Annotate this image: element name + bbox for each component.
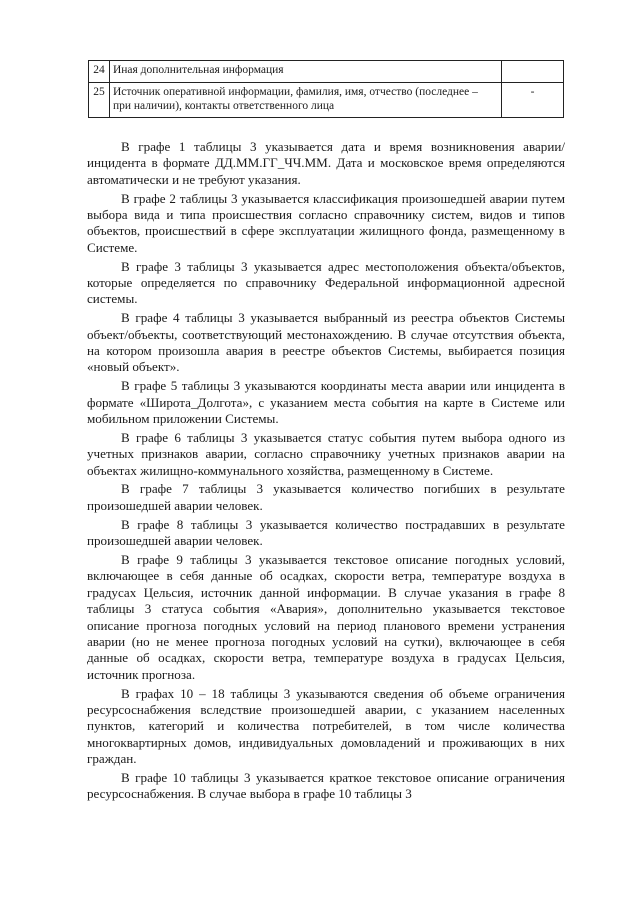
info-table	[88, 60, 564, 118]
paragraph: В графе 6 таблицы 3 указывается статус события путем выбора одного из учетных признаков аварии, согласно справочнику учетных признаков аварии на объектах жилищно-коммунального хозяйства, размещенному в Системе.	[87, 429, 565, 478]
paragraph: В графе 8 таблицы 3 указывается количество пострадавших в результате произошедшей аварии человек.	[87, 516, 565, 549]
paragraph: В графе 10 таблицы 3 указывается краткое текстовое описание ограничения ресурсоснабжения. В случае выбора в графе 10 таблицы 3	[87, 769, 565, 802]
paragraph: В графе 5 таблицы 3 указываются координаты места аварии или инцидента в формате «Широта_Долгота», с указанием места события на карте в Системе или мобильном приложении Системы.	[87, 378, 565, 427]
paragraph: В графе 2 таблицы 3 указывается классификация произошедшей аварии путем выбора вида и типа происшествия согласно справочнику систем, видов и типов объектов, происшествий в сфере эксплуатации жилищного фонда, размещенному в Системе.	[87, 190, 565, 255]
document-body	[87, 139, 565, 805]
row-value	[502, 61, 564, 83]
paragraph: В графе 7 таблицы 3 указывается количество погибших в результате произошедшей аварии человек.	[87, 481, 565, 513]
paragraph: В графе 3 таблицы 3 указывается адрес местоположения объекта/объектов, которые определяется по справочнику Федеральной информационной адресной системы.	[87, 258, 565, 307]
paragraph: В графе 1 таблицы 3 указывается дата и время возникновения аварии/инцидента в формате ДД.ММ.ГГ_ЧЧ.ММ. Дата и московское время определяются автоматически и не требуют указания.	[87, 139, 565, 187]
paragraph: В графе 4 таблицы 3 указывается выбранный из реестра объектов Системы объект/объекты, соответствующий местонахождению. В случае отсутствия объекта, на котором произошла авария в реестре объектов Системы, выбирается позиция «новый объект».	[87, 310, 565, 375]
row-number: 24	[89, 61, 110, 83]
table-row	[89, 83, 564, 118]
table-row	[89, 61, 564, 83]
paragraph: В графе 9 таблицы 3 указывается текстовое описание погодных условий, включающее в себя данные об осадках, скорости ветра, температуре воздуха в градусах Цельсия, источник данной информации. В случае указания в графе 8 таблицы 3 статуса события «Авария», дополнительно указывается текстовое описание прогноза погодных условий на период планового времени устранения аварии (но не менее прогноза погодных условий на сутки), включающее в себя данные об осадках, скорости ветра, температуре воздуха в градусах Цельсия, источник прогноза.	[87, 551, 565, 682]
row-description: Иная дополнительная информация	[109, 61, 501, 83]
paragraph: В графах 10 – 18 таблицы 3 указываются сведения об объеме ограничения ресурсоснабжения вследствие произошедшей аварии, с указанием населенных пунктов, категорий и количества потребителей, в том числе количества многоквартирных домов, индивидуальных домовладений и проживающих в них граждан.	[87, 685, 565, 767]
row-value: -	[502, 83, 564, 118]
row-number: 25	[89, 83, 110, 118]
row-description: Источник оперативной информации, фамилия, имя, отчество (последнее – при наличии), контакты ответственного лица	[109, 83, 501, 118]
